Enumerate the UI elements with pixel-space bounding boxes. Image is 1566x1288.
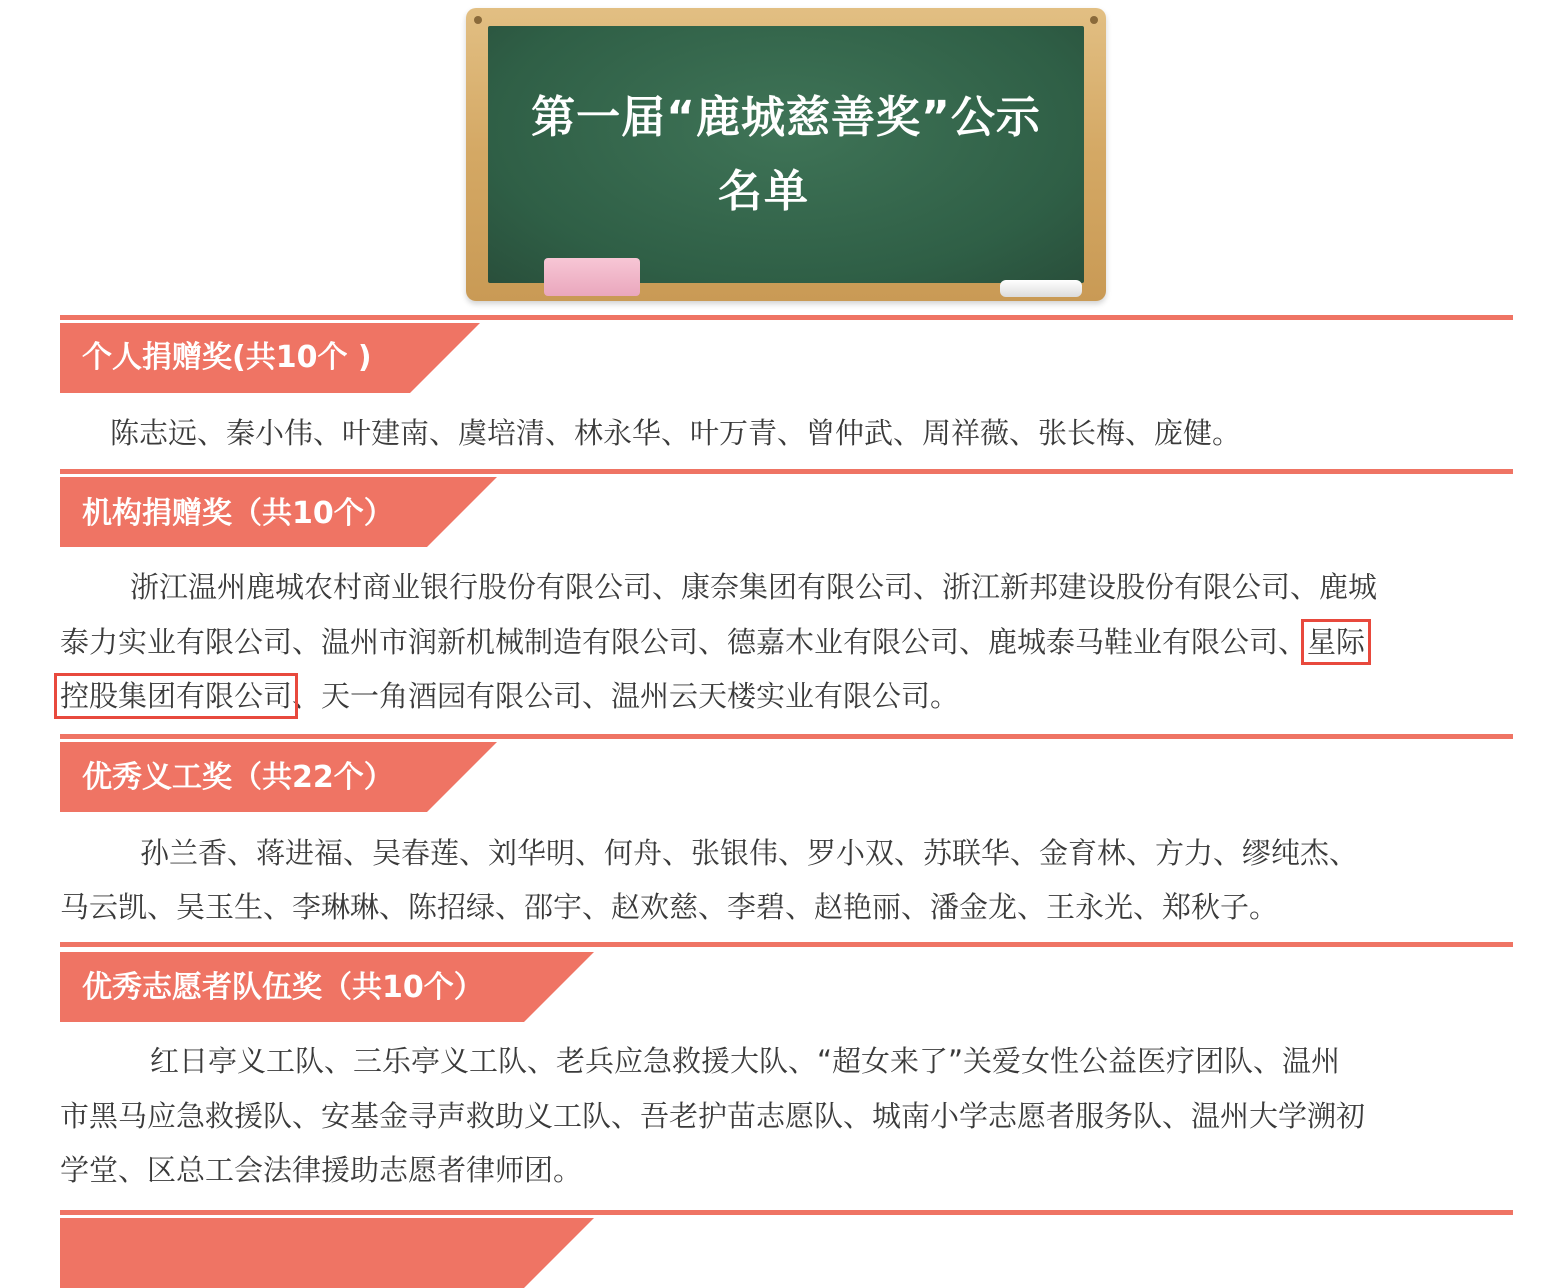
section-text-line <box>60 669 1520 724</box>
section-text: 马云凯、吴玉生、李琳琳、陈招绿、邵宇、赵欢慈、李碧、赵艳丽、潘金龙、王永光、郑秋子。 <box>60 890 1279 924</box>
chalkboard-surface <box>488 26 1084 283</box>
page-title: 第一届“鹿城慈善奖”公示 <box>531 92 1041 143</box>
section-text: 红日亭义工队、三乐亭义工队、老兵应急救援大队、“超女来了”关爱女性公益医疗团队、温州 <box>150 1044 1341 1078</box>
highlighted-text: 星际 <box>1307 625 1366 659</box>
chalk-icon <box>1000 280 1082 297</box>
section-heading: 机构捐赠奖（共10个） <box>82 496 394 531</box>
section-text: 陈志远、秦小伟、叶建南、虞培清、林永华、叶万青、曾仲武、周祥薇、张长梅、庞健。 <box>110 416 1242 450</box>
highlighted-text: 控股集团有限公司 <box>60 679 293 713</box>
section-text: 学堂、区总工会法律援助志愿者律师团。 <box>60 1153 583 1187</box>
section-text: 孙兰香、蒋进福、吴春莲、刘华明、何舟、张银伟、罗小双、苏联华、金育林、方力、缪纯杰、 <box>140 836 1359 870</box>
chalkboard <box>466 8 1106 301</box>
section-heading: 优秀志愿者队伍奖（共10个） <box>82 970 484 1005</box>
section-divider <box>60 1210 1513 1215</box>
section-tag <box>60 1218 594 1288</box>
section-heading: 优秀义工奖（共22个） <box>82 760 394 795</box>
screw-icon <box>474 16 482 24</box>
screw-icon <box>1090 16 1098 24</box>
section-text: 市黑马应急救援队、安基金寻声救助义工队、吾老护苗志愿队、城南小学志愿者服务队、温州大学溯初 <box>60 1099 1366 1133</box>
section-divider <box>60 942 1513 947</box>
section-text-fragment: 泰力实业有限公司、温州市润新机械制造有限公司、德嘉木业有限公司、鹿城泰马鞋业有限公司、 <box>60 625 1308 659</box>
page-subtitle: 名单 <box>718 166 810 217</box>
section-divider <box>60 315 1513 320</box>
eraser-icon <box>544 258 640 296</box>
section-heading: 个人捐赠奖(共10个 ) <box>82 340 372 375</box>
section-text-line <box>60 615 1520 670</box>
section-text-fragment: 、天一角酒园有限公司、温州云天楼实业有限公司。 <box>292 679 960 713</box>
section-text: 浙江温州鹿城农村商业银行股份有限公司、康奈集团有限公司、浙江新邦建设股份有限公司、鹿城 <box>130 570 1378 604</box>
section-divider <box>60 469 1513 474</box>
section-divider <box>60 734 1513 739</box>
